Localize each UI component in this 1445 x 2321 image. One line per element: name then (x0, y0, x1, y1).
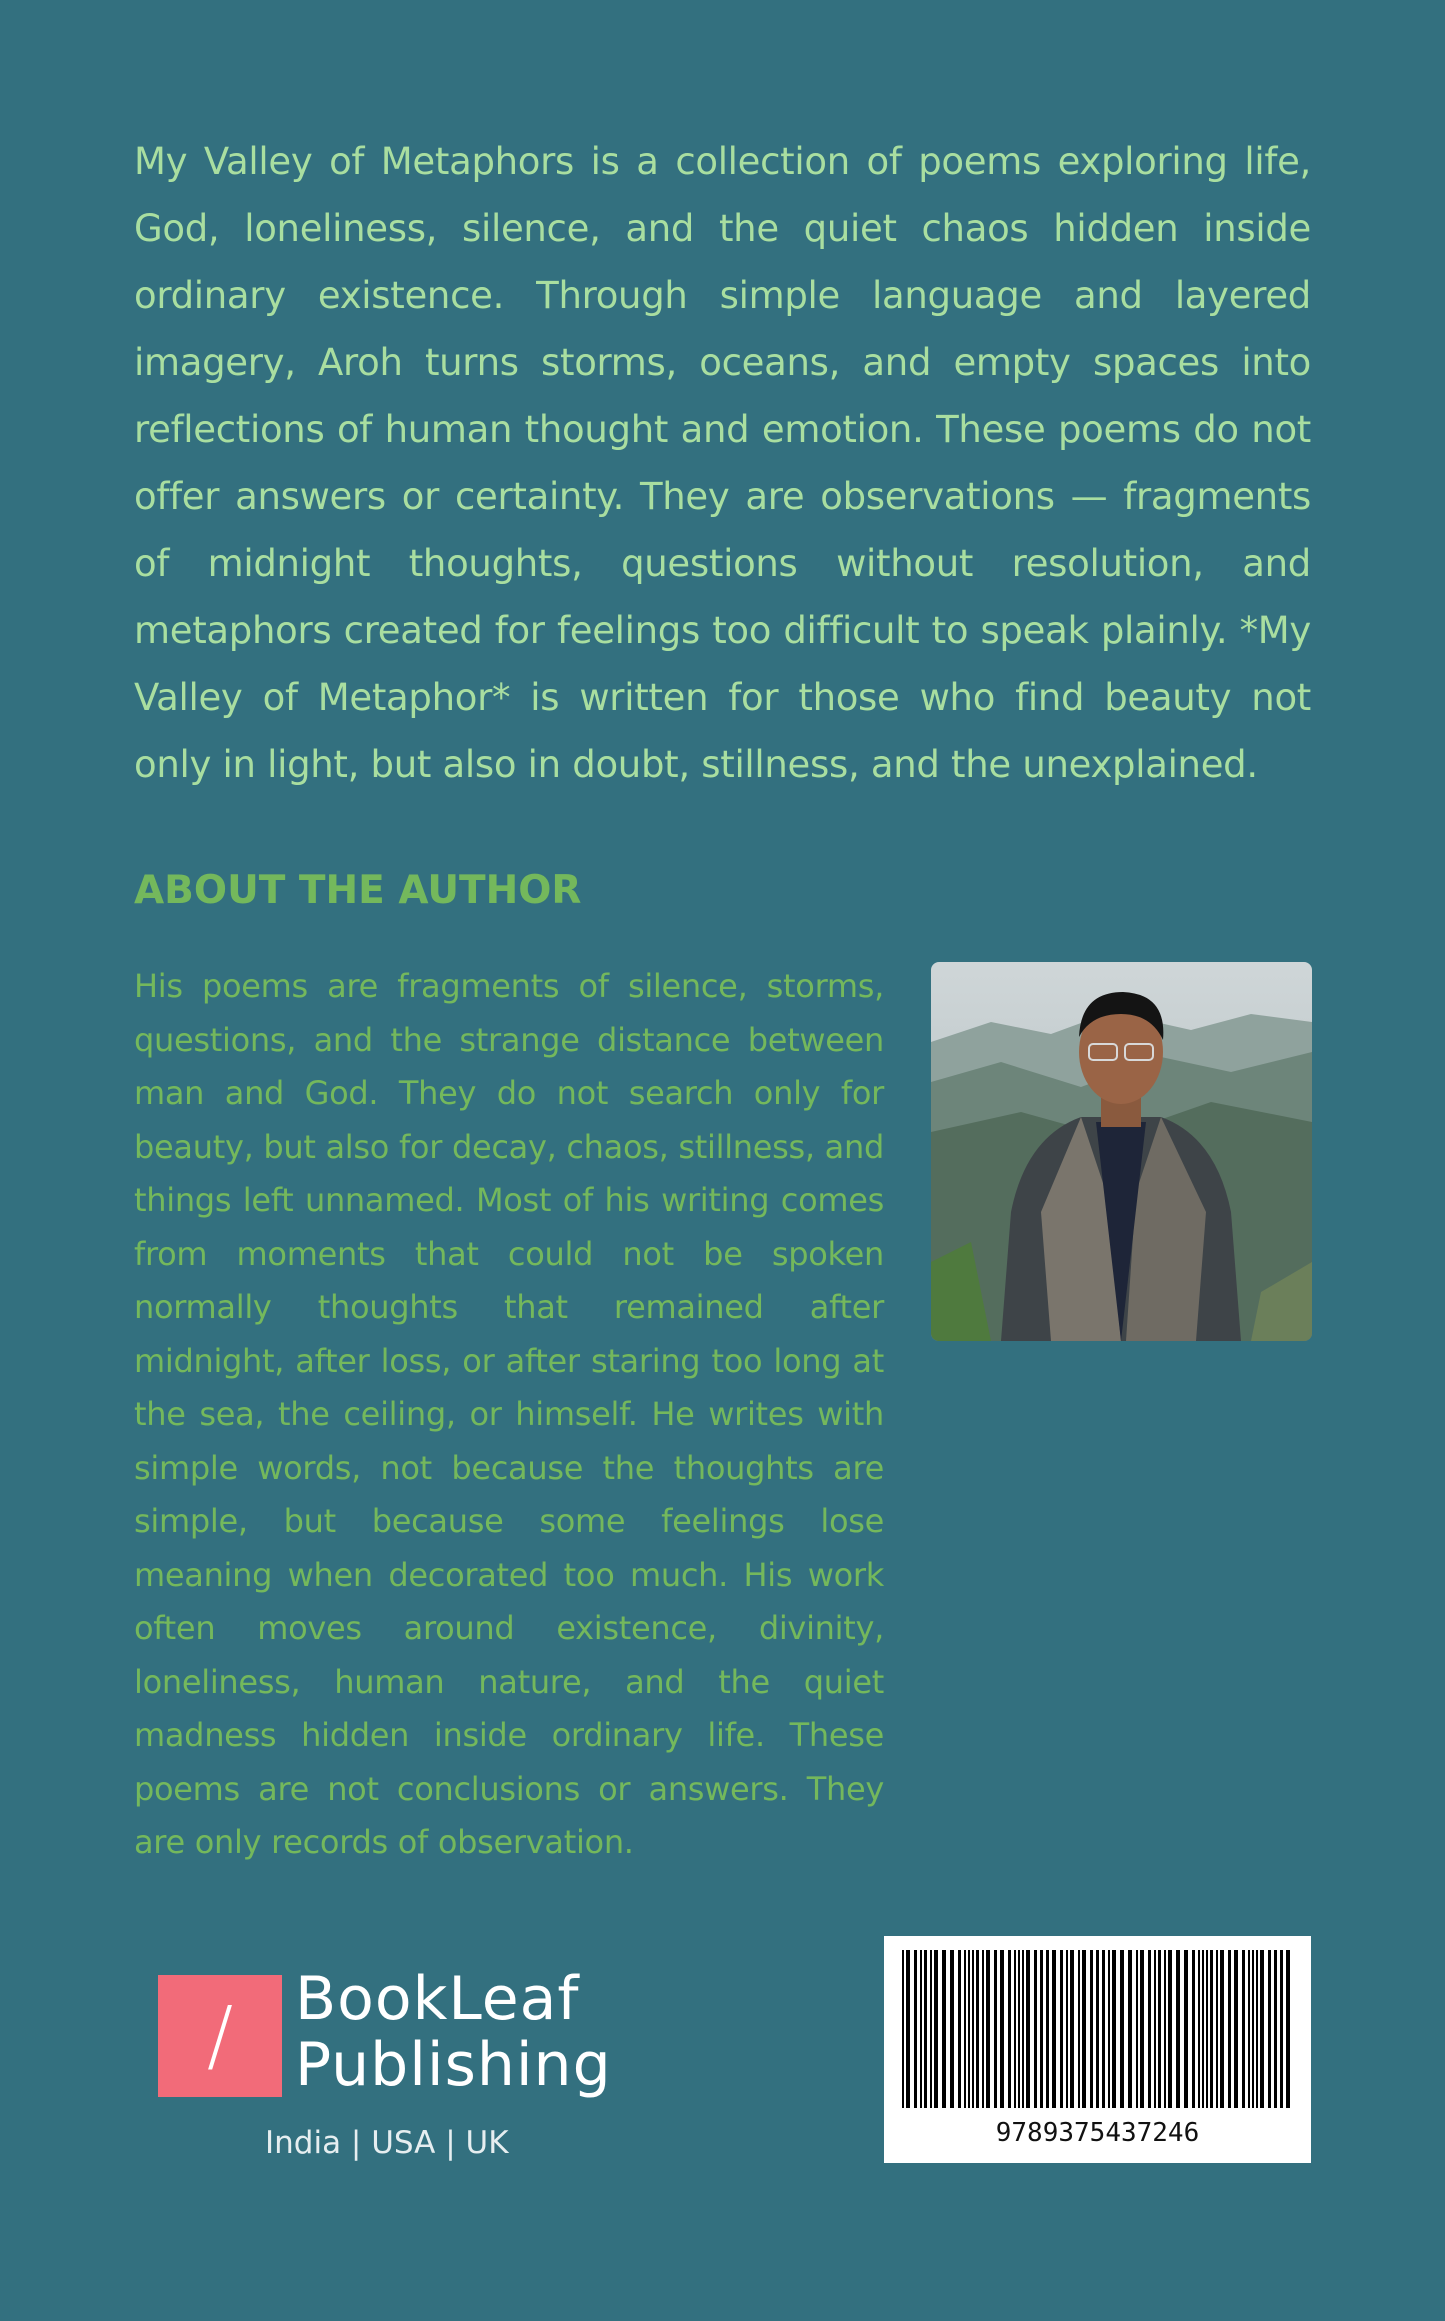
slash-glyph: / (206, 1991, 234, 2081)
isbn-number: 9789375437246 (995, 2118, 1200, 2148)
publisher-name-line2: Publishing (295, 2030, 612, 2100)
publisher-countries: India | USA | UK (265, 2125, 509, 2161)
back-cover-blurb: My Valley of Metaphors is a collection of poems exploring life, God, loneliness, silence, and the quiet chaos hidden inside ordinary existence. Through simple language and layered imagery, Aroh turns storms, oceans, and empty spaces into reflections of human thought and emotion. These poems do not offer answers or certainty. They are observations — fragments of midnight thoughts, questions without resolution, and metaphors created for feelings too difficult to speak plainly. *My Valley of Metaphor* is written for those who find beauty not only in light, but also in doubt, stillness, and the unexplained. (134, 140, 1311, 786)
author-photo (931, 962, 1312, 1341)
publisher-logo (158, 1965, 618, 2165)
barcode-bars-icon (900, 1950, 1295, 2112)
about-author-heading: ABOUT THE AUTHOR (134, 868, 582, 913)
isbn-barcode (884, 1936, 1311, 2163)
slash-logo-icon (158, 1975, 282, 2097)
author-bio: His poems are fragments of silence, storms, questions, and the strange distance between man and God. They do not search only for beauty, but also for decay, chaos, stillness, and things left unnamed. Most of his writing comes from moments that could not be spoken normally thoughts that remained after midnight, after loss, or after staring too long at the sea, the ceiling, or himself. He writes with simple words, not because the thoughts are simple, but because some feelings lose meaning when decorated too much. His work often moves around existence, divinity, loneliness, human nature, and the quiet madness hidden inside ordinary life. These poems are not conclusions or answers. They are only records of observation. (134, 967, 884, 1861)
publisher-name-line1: BookLeaf (295, 1964, 580, 2034)
